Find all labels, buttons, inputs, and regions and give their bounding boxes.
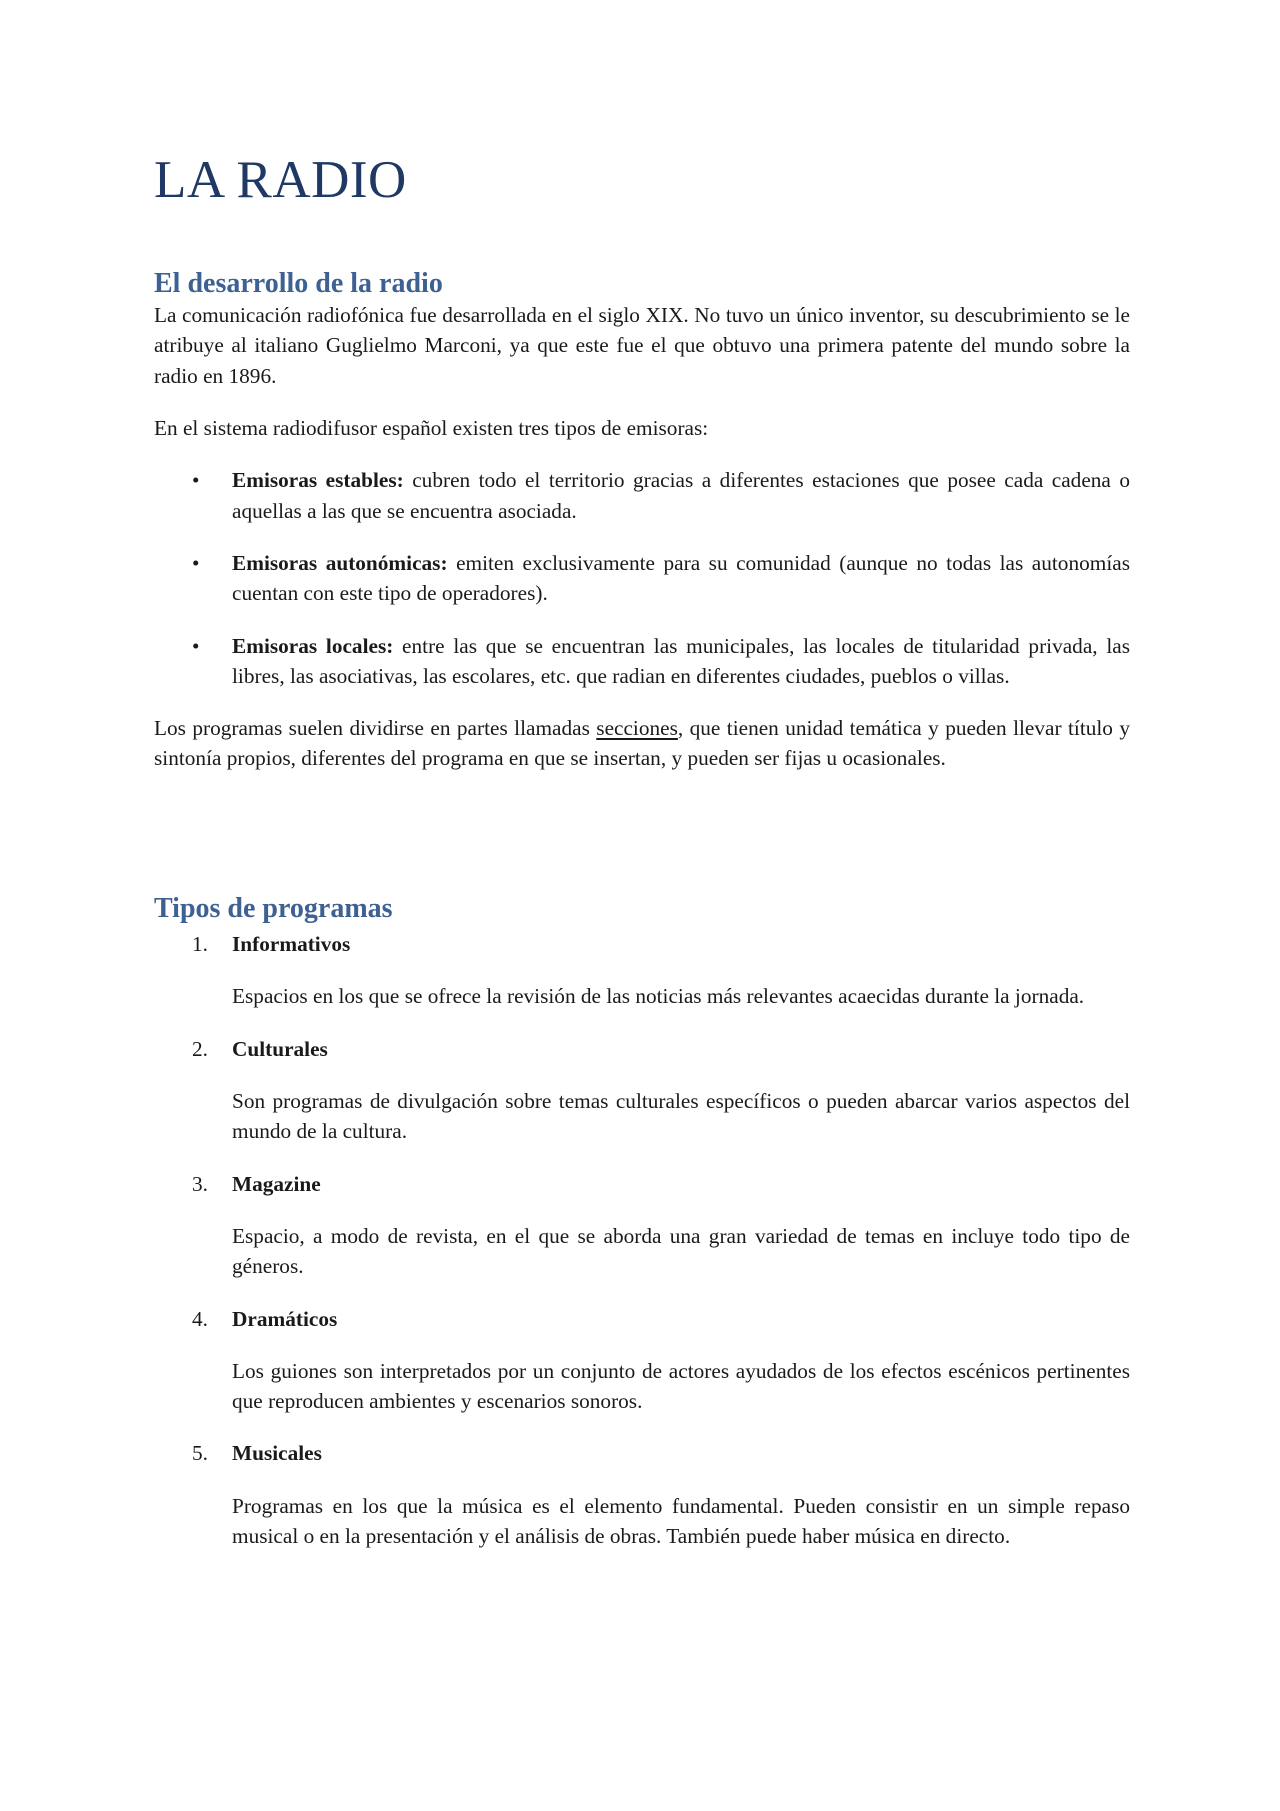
bullet-body: cubren todo el territorio gracias a diferentes estaciones que posee cada cadena o aquellas a las que se encuentra asociada. [232, 468, 1130, 523]
program-type-name: Musicales [232, 1441, 322, 1466]
list-item [154, 929, 1130, 1012]
lead-paragraph: En el sistema radiodifusor español existen tres tipos de emisoras: [154, 416, 709, 441]
bullet-term: Emisoras locales: [232, 633, 394, 658]
list-number: 5. [192, 1441, 208, 1466]
secciones-underlined-term: secciones [596, 716, 678, 741]
list-number: 2. [192, 1036, 208, 1061]
program-type-description: Son programas de divulgación sobre temas culturales específicos o pueden abarcar varios aspectos del mundo de la cultura. [232, 1089, 1130, 1144]
list-item [154, 1169, 1130, 1282]
list-item [154, 1304, 1130, 1417]
closing-paragraph [154, 713, 1130, 774]
program-types-list [154, 929, 1130, 1551]
section-desarrollo [154, 268, 1130, 774]
program-type-name: Culturales [232, 1036, 328, 1061]
bullet-term: Emisoras autonómicas: [232, 550, 448, 575]
bullet-text [232, 465, 1130, 526]
list-item [154, 631, 1130, 692]
program-type-description: Programas en los que la música es el elemento fundamental. Pueden consistir en un simple repaso musical o en la presentación y el análisis de obras. También puede haber música en directo. [232, 1493, 1130, 1549]
bullet-icon: • [192, 550, 200, 575]
section-heading-tipos: Tipos de programas [154, 893, 393, 924]
bullet-text [232, 631, 1130, 692]
bullet-term: Emisoras estables: [232, 468, 404, 493]
section-tipos [154, 893, 1130, 1573]
bullet-text [232, 548, 1130, 609]
emisoras-list [154, 465, 1130, 691]
bullet-body: emiten exclusivamente para su comunidad (aunque no todas las autonomías cuentan con este tipo de operadores). [232, 550, 1130, 606]
program-type-name: Informativos [232, 932, 351, 957]
program-type-description: Espacio, a modo de revista, en el que se aborda una gran variedad de temas en incluye todo tipo de géneros. [232, 1223, 1130, 1279]
program-type-description: Los guiones son interpretados por un conjunto de actores ayudados de los efectos escénicos pertinentes que reproducen ambientes y escenarios sonoros. [232, 1358, 1130, 1414]
program-type-name: Dramáticos [232, 1306, 338, 1331]
bullet-icon: • [192, 633, 200, 658]
section-heading-desarrollo: El desarrollo de la radio [154, 268, 443, 299]
list-item [154, 465, 1130, 526]
list-number: 1. [192, 932, 208, 957]
list-item [154, 548, 1130, 609]
closing-text-after: , que tienen unidad temática y pueden llevar título y sintonía propios, diferentes del programa en que se insertan, y pueden ser fijas u ocasionales. [154, 716, 1131, 771]
bullet-icon: • [192, 468, 200, 493]
program-type-description: Espacios en los que se ofrece la revisión de las noticias más relevantes acaecidas durante la jornada. [232, 984, 1085, 1009]
document-title: LA RADIO [154, 151, 407, 209]
closing-text-before: Los programas suelen dividirse en partes llamadas [154, 716, 597, 741]
list-number: 3. [192, 1171, 208, 1196]
list-item [154, 1438, 1130, 1551]
intro-paragraph: La comunicación radiofónica fue desarrollada en el siglo XIX. No tuvo un único inventor, su descubrimiento se le atribuye al italiano Guglielmo Marconi, ya que este fue el que obtuvo una primera patente del mundo sobre la radio en 1896. [154, 303, 1130, 388]
program-type-name: Magazine [232, 1171, 321, 1196]
bullet-body: entre las que se encuentran las municipales, las locales de titularidad privada, las libres, las asociativas, las escolares, etc. que radian en diferentes ciudades, pueblos o villas. [232, 633, 1130, 688]
list-item [154, 1034, 1130, 1147]
list-number: 4. [192, 1306, 208, 1331]
